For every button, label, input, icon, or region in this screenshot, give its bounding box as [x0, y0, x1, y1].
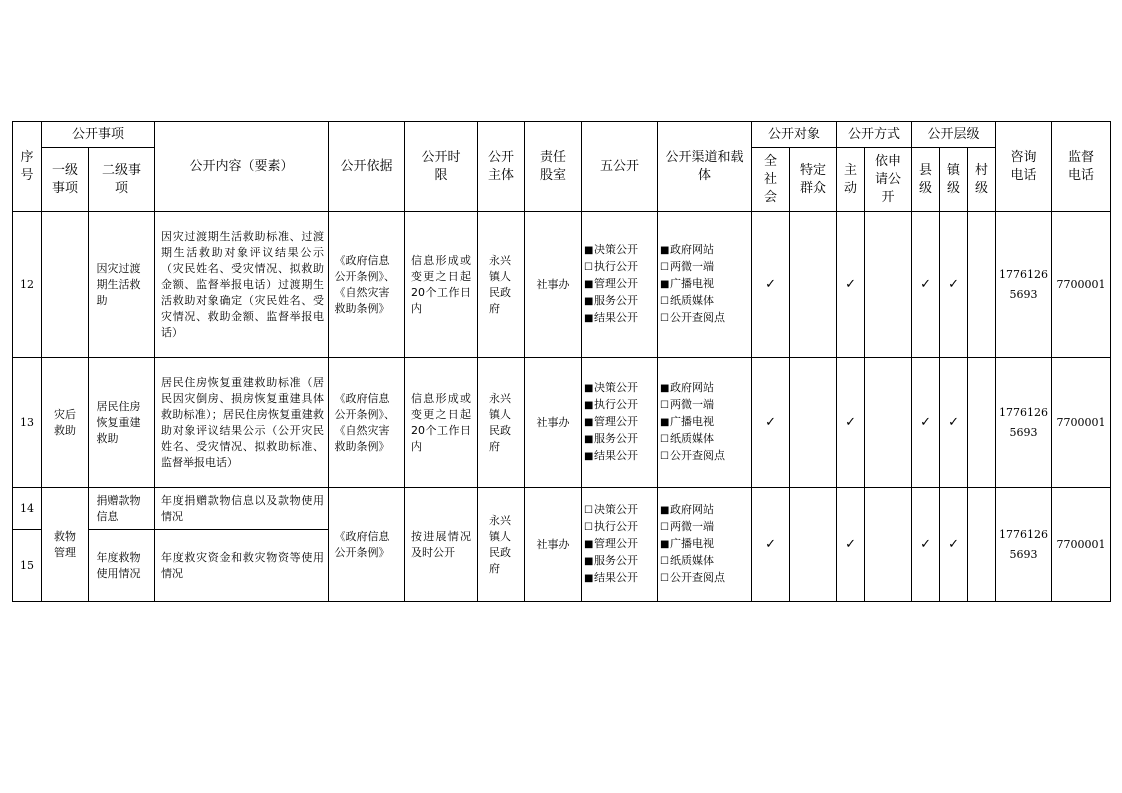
channel-option-label: 公开查阅点: [670, 571, 726, 584]
header-lv-town: 镇级: [940, 148, 968, 212]
five-option-label: 服务公开: [594, 294, 639, 307]
five-option-label: 管理公开: [594, 415, 639, 428]
row-supervise-phone: 7700001: [1052, 212, 1111, 358]
row-level1: 灾后救助: [42, 358, 89, 488]
five-option-label: 执行公开: [594, 520, 639, 533]
tick-lv-county: ✓: [912, 358, 940, 488]
row-dept: 社事办: [525, 212, 582, 358]
checked-box-icon: ■: [660, 417, 670, 428]
tick-lv-county: ✓: [912, 212, 940, 358]
header-dept: 责任股室: [525, 122, 582, 212]
row-five: [582, 212, 658, 358]
row-subject: 永兴镇人民政府: [478, 212, 525, 358]
checked-box-icon: ■: [660, 505, 670, 516]
channel-option-label: 公开查阅点: [670, 311, 726, 324]
five-option: [584, 536, 657, 553]
row-level2: 捐赠款物信息: [89, 488, 155, 530]
header-level2: 二级事项: [89, 148, 155, 212]
five-option: [584, 242, 657, 259]
row-subject: 永兴镇人民政府: [478, 358, 525, 488]
five-option-label: 决策公开: [594, 503, 639, 516]
cell-aud-specific: [790, 212, 837, 358]
five-option: [584, 414, 657, 431]
five-option: [584, 293, 657, 310]
header-audience-group: 公开对象: [752, 122, 837, 148]
row-seq: 14: [13, 488, 42, 530]
checked-box-icon: ■: [584, 573, 594, 584]
row-seq: 15: [13, 530, 42, 602]
five-option-label: 执行公开: [594, 260, 639, 273]
tick-m-active: ✓: [837, 488, 865, 602]
channel-option: [660, 276, 751, 293]
five-option: [584, 380, 657, 397]
header-supervise: 监督电话: [1052, 122, 1111, 212]
row-channel: [658, 488, 752, 602]
row-level2: 因灾过渡期生活救助: [89, 212, 155, 358]
checked-box-icon: ■: [584, 383, 594, 394]
header-seq: 序号: [13, 122, 42, 212]
five-option: [584, 570, 657, 587]
checked-box-icon: ■: [660, 539, 670, 550]
channel-option-label: 广播电视: [670, 277, 715, 290]
five-option-label: 决策公开: [594, 243, 639, 256]
cell-aud-specific: [790, 488, 837, 602]
channel-option: [660, 431, 751, 448]
unchecked-box-icon: ☐: [660, 573, 669, 584]
row-channel: [658, 358, 752, 488]
row-consult-phone: 17761265693: [996, 488, 1052, 602]
five-option-label: 执行公开: [594, 398, 639, 411]
header-m-request: 依申请公开: [865, 148, 912, 212]
table-row: [13, 358, 1111, 488]
unchecked-box-icon: ☐: [660, 451, 669, 462]
five-option: [584, 448, 657, 465]
row-basis: 《政府信息公开条例》、《自然灾害救助条例》: [329, 212, 405, 358]
five-option-label: 管理公开: [594, 537, 639, 550]
channel-option: [660, 502, 751, 519]
header-channel: 公开渠道和载体: [658, 122, 752, 212]
row-dept: 社事办: [525, 358, 582, 488]
checked-box-icon: ■: [584, 417, 594, 428]
unchecked-box-icon: ☐: [660, 313, 669, 324]
five-option-label: 结果公开: [594, 449, 639, 462]
row-time-limit: 信息形成或变更之日起20个工作日内: [405, 358, 478, 488]
tick-aud-all: ✓: [752, 212, 790, 358]
channel-option: [660, 519, 751, 536]
channel-option: [660, 310, 751, 327]
channel-option: [660, 553, 751, 570]
row-supervise-phone: 7700001: [1052, 358, 1111, 488]
channel-option-label: 纸质媒体: [670, 294, 715, 307]
row-level1: [42, 212, 89, 358]
five-option: [584, 397, 657, 414]
header-lv-village: 村级: [968, 148, 996, 212]
cell-m-request: [865, 488, 912, 602]
channel-option-label: 公开查阅点: [670, 449, 726, 462]
header-content: 公开内容（要素）: [155, 122, 329, 212]
tick-m-active: ✓: [837, 358, 865, 488]
row-time-limit: 按进展情况及时公开: [405, 488, 478, 602]
row-five: [582, 488, 658, 602]
checked-box-icon: ■: [584, 539, 594, 550]
row-basis: 《政府信息公开条例》: [329, 488, 405, 602]
header-item-group: 公开事项: [42, 122, 155, 148]
checked-box-icon: ■: [584, 434, 594, 445]
channel-option: [660, 414, 751, 431]
channel-option-label: 广播电视: [670, 537, 715, 550]
row-level2: 年度救物使用情况: [89, 530, 155, 602]
cell-lv-village: [968, 488, 996, 602]
row-content: 年度捐赠款物信息以及款物使用情况: [155, 488, 329, 530]
channel-option-label: 两微一端: [670, 520, 715, 533]
channel-option: [660, 570, 751, 587]
channel-option-label: 两微一端: [670, 398, 715, 411]
channel-option-label: 纸质媒体: [670, 432, 715, 445]
checked-box-icon: ■: [584, 245, 594, 256]
channel-option: [660, 259, 751, 276]
channel-option-label: 政府网站: [670, 243, 715, 256]
header-time-limit: 公开时限: [405, 122, 478, 212]
checked-box-icon: ■: [584, 279, 594, 290]
five-option-label: 管理公开: [594, 277, 639, 290]
row-content: 因灾过渡期生活救助标准、过渡期生活救助对象评议结果公示（灾民姓名、受灾情况、拟救助金额、监督举报电话）过渡期生活救助对象确定（灾民姓名、受灾情况、救助金额、监督举报电话）: [155, 212, 329, 358]
tick-m-active: ✓: [837, 212, 865, 358]
row-consult-phone: 17761265693: [996, 358, 1052, 488]
tick-lv-town: ✓: [940, 358, 968, 488]
table-row: [13, 488, 1111, 530]
row-level1: 救物管理: [42, 488, 89, 602]
checked-box-icon: ■: [584, 296, 594, 307]
tick-lv-county: ✓: [912, 488, 940, 602]
header-consult: 咨询电话: [996, 122, 1052, 212]
cell-m-request: [865, 212, 912, 358]
row-time-limit: 信息形成或变更之日起20个工作日内: [405, 212, 478, 358]
cell-lv-village: [968, 212, 996, 358]
header-level1: 一级事项: [42, 148, 89, 212]
header-m-active: 主动: [837, 148, 865, 212]
header-aud-all: 全社会: [752, 148, 790, 212]
five-option: [584, 519, 657, 536]
five-option: [584, 276, 657, 293]
checked-box-icon: ■: [584, 400, 594, 411]
unchecked-box-icon: ☐: [660, 262, 669, 273]
checked-box-icon: ■: [584, 451, 594, 462]
row-dept: 社事办: [525, 488, 582, 602]
cell-aud-specific: [790, 358, 837, 488]
unchecked-box-icon: ☐: [584, 522, 593, 533]
checked-box-icon: ■: [660, 245, 670, 256]
row-five: [582, 358, 658, 488]
channel-option: [660, 397, 751, 414]
tick-lv-town: ✓: [940, 212, 968, 358]
channel-option: [660, 293, 751, 310]
channel-option-label: 两微一端: [670, 260, 715, 273]
five-option-label: 结果公开: [594, 311, 639, 324]
unchecked-box-icon: ☐: [660, 556, 669, 567]
header-five: 五公开: [582, 122, 658, 212]
unchecked-box-icon: ☐: [660, 434, 669, 445]
checked-box-icon: ■: [660, 279, 670, 290]
row-content: 年度救灾资金和救灾物资等使用情况: [155, 530, 329, 602]
five-option: [584, 553, 657, 570]
five-option-label: 决策公开: [594, 381, 639, 394]
header-row-1: [13, 122, 1111, 148]
channel-option-label: 广播电视: [670, 415, 715, 428]
row-supervise-phone: 7700001: [1052, 488, 1111, 602]
tick-aud-all: ✓: [752, 358, 790, 488]
unchecked-box-icon: ☐: [660, 522, 669, 533]
cell-m-request: [865, 358, 912, 488]
row-seq: 13: [13, 358, 42, 488]
five-option: [584, 259, 657, 276]
five-option-label: 结果公开: [594, 571, 639, 584]
checked-box-icon: ■: [584, 556, 594, 567]
five-option: [584, 310, 657, 327]
row-channel: [658, 212, 752, 358]
row-seq: 12: [13, 212, 42, 358]
header-method-group: 公开方式: [837, 122, 912, 148]
unchecked-box-icon: ☐: [660, 400, 669, 411]
row-level2: 居民住房恢复重建救助: [89, 358, 155, 488]
cell-lv-village: [968, 358, 996, 488]
unchecked-box-icon: ☐: [584, 505, 593, 516]
header-subject: 公开主体: [478, 122, 525, 212]
five-option-label: 服务公开: [594, 432, 639, 445]
checked-box-icon: ■: [584, 313, 594, 324]
channel-option-label: 政府网站: [670, 381, 715, 394]
header-aud-specific: 特定群众: [790, 148, 837, 212]
row-basis: 《政府信息公开条例》、《自然灾害救助条例》: [329, 358, 405, 488]
five-option: [584, 502, 657, 519]
channel-option: [660, 448, 751, 465]
tick-aud-all: ✓: [752, 488, 790, 602]
checked-box-icon: ■: [660, 383, 670, 394]
header-basis: 公开依据: [329, 122, 405, 212]
tick-lv-town: ✓: [940, 488, 968, 602]
disclosure-table: [12, 121, 1111, 602]
unchecked-box-icon: ☐: [660, 296, 669, 307]
five-option: [584, 431, 657, 448]
channel-option: [660, 242, 751, 259]
row-consult-phone: 17761265693: [996, 212, 1052, 358]
channel-option-label: 纸质媒体: [670, 554, 715, 567]
row-subject: 永兴镇人民政府: [478, 488, 525, 602]
five-option-label: 服务公开: [594, 554, 639, 567]
channel-option: [660, 536, 751, 553]
row-content: 居民住房恢复重建救助标准（居民因灾倒房、损房恢复重建具体救助标准）；居民住房恢复重建救助对象评议结果公示（公开灾民姓名、受灾情况、拟救助标准、监督举报电话）: [155, 358, 329, 488]
header-level-group: 公开层级: [912, 122, 996, 148]
header-lv-county: 县级: [912, 148, 940, 212]
channel-option: [660, 380, 751, 397]
unchecked-box-icon: ☐: [584, 262, 593, 273]
channel-option-label: 政府网站: [670, 503, 715, 516]
table-row: [13, 212, 1111, 358]
